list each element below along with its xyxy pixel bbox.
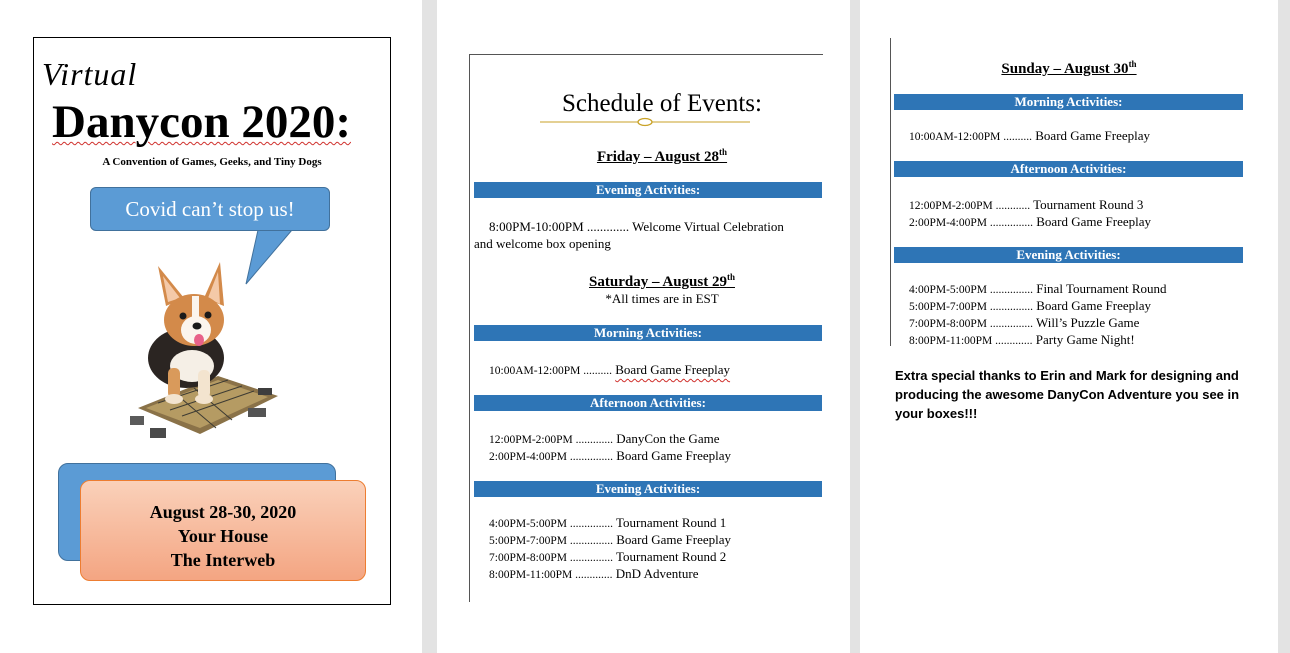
list-item: 10:00AM-12:00PM .......... Board Game Freeplay bbox=[909, 128, 1151, 143]
list-item: 12:00PM-2:00PM ............ Tournament Round 3 bbox=[909, 197, 1144, 212]
list-item: 8:00PM-11:00PM ............. Party Game Night! bbox=[909, 332, 1135, 347]
list-item: 4:00PM-5:00PM ............... Final Tournament Round bbox=[909, 281, 1167, 296]
friday-evening-bar: Evening Activities: bbox=[474, 182, 822, 198]
speech-bubble bbox=[90, 187, 330, 231]
cover-title: Danycon 2020: bbox=[52, 96, 351, 148]
schedule-page-2 bbox=[860, 0, 1278, 653]
margin-guide-left bbox=[890, 38, 891, 346]
thanks-note: Extra special thanks to Erin and Mark for designing and producing the awesome DanyCon Adventure you see in your boxes!!! bbox=[895, 368, 1240, 421]
list-item: 7:00PM-8:00PM ............... Will’s Puzzle Game bbox=[909, 315, 1140, 330]
cover-virtual-text: Virtual bbox=[42, 56, 138, 92]
list-item: 5:00PM-7:00PM ............... Board Game Freeplay bbox=[909, 298, 1152, 313]
schedule-page-1 bbox=[437, 0, 850, 653]
list-item: 8:00PM-11:00PM ............. DnD Adventure bbox=[489, 566, 699, 581]
list-item: 10:00AM-12:00PM .......... Board Game Freeplay bbox=[489, 362, 731, 377]
list-item: 5:00PM-7:00PM ............... Board Game Freeplay bbox=[489, 532, 732, 547]
list-item: 12:00PM-2:00PM ............. DanyCon the Game bbox=[489, 431, 720, 446]
saturday-morning-bar: Morning Activities: bbox=[474, 325, 822, 341]
sunday-heading: Sunday – August 30th bbox=[1001, 59, 1137, 77]
speech-bubble-text: Covid can’t stop us! bbox=[125, 197, 295, 221]
list-item: 7:00PM-8:00PM ............... Tournament Round 2 bbox=[489, 549, 727, 564]
margin-guide-left bbox=[469, 54, 470, 602]
margin-guide-top bbox=[469, 54, 823, 55]
timezone-note: *All times are in EST bbox=[605, 291, 719, 306]
title-ornament bbox=[540, 116, 750, 128]
event-dates: August 28-30, 2020 bbox=[149, 502, 297, 522]
event-location: Your House bbox=[177, 526, 269, 546]
event-venue: The Interweb bbox=[170, 550, 276, 570]
list-item: 2:00PM-4:00PM ............... Board Game Freeplay bbox=[909, 214, 1152, 229]
list-item: 4:00PM-5:00PM ............... Tournament Round 1 bbox=[489, 515, 727, 530]
saturday-afternoon-bar: Afternoon Activities: bbox=[474, 395, 822, 411]
sunday-morning-bar: Morning Activities: bbox=[894, 94, 1243, 110]
friday-heading: Friday – August 28th bbox=[596, 147, 728, 165]
cover-page bbox=[0, 0, 422, 653]
saturday-evening-bar: Evening Activities: bbox=[474, 481, 822, 497]
saturday-heading: Saturday – August 29th bbox=[589, 272, 735, 290]
schedule-title: Schedule of Events: bbox=[562, 90, 762, 117]
friday-evening-line-1: 8:00PM-10:00PM ............. Welcome Virtual Celebration bbox=[489, 219, 784, 234]
corgi-board-game-image bbox=[128, 258, 278, 448]
friday-evening-line-2: and welcome box opening bbox=[474, 236, 611, 251]
sunday-afternoon-bar: Afternoon Activities: bbox=[894, 161, 1243, 177]
cover-subtitle: A Convention of Games, Geeks, and Tiny Dogs bbox=[102, 156, 322, 168]
event-info-box bbox=[80, 480, 366, 581]
speech-bubble-tail bbox=[0, 0, 422, 300]
list-item: 2:00PM-4:00PM ............... Board Game Freeplay bbox=[489, 448, 732, 463]
sunday-evening-bar: Evening Activities: bbox=[894, 247, 1243, 263]
